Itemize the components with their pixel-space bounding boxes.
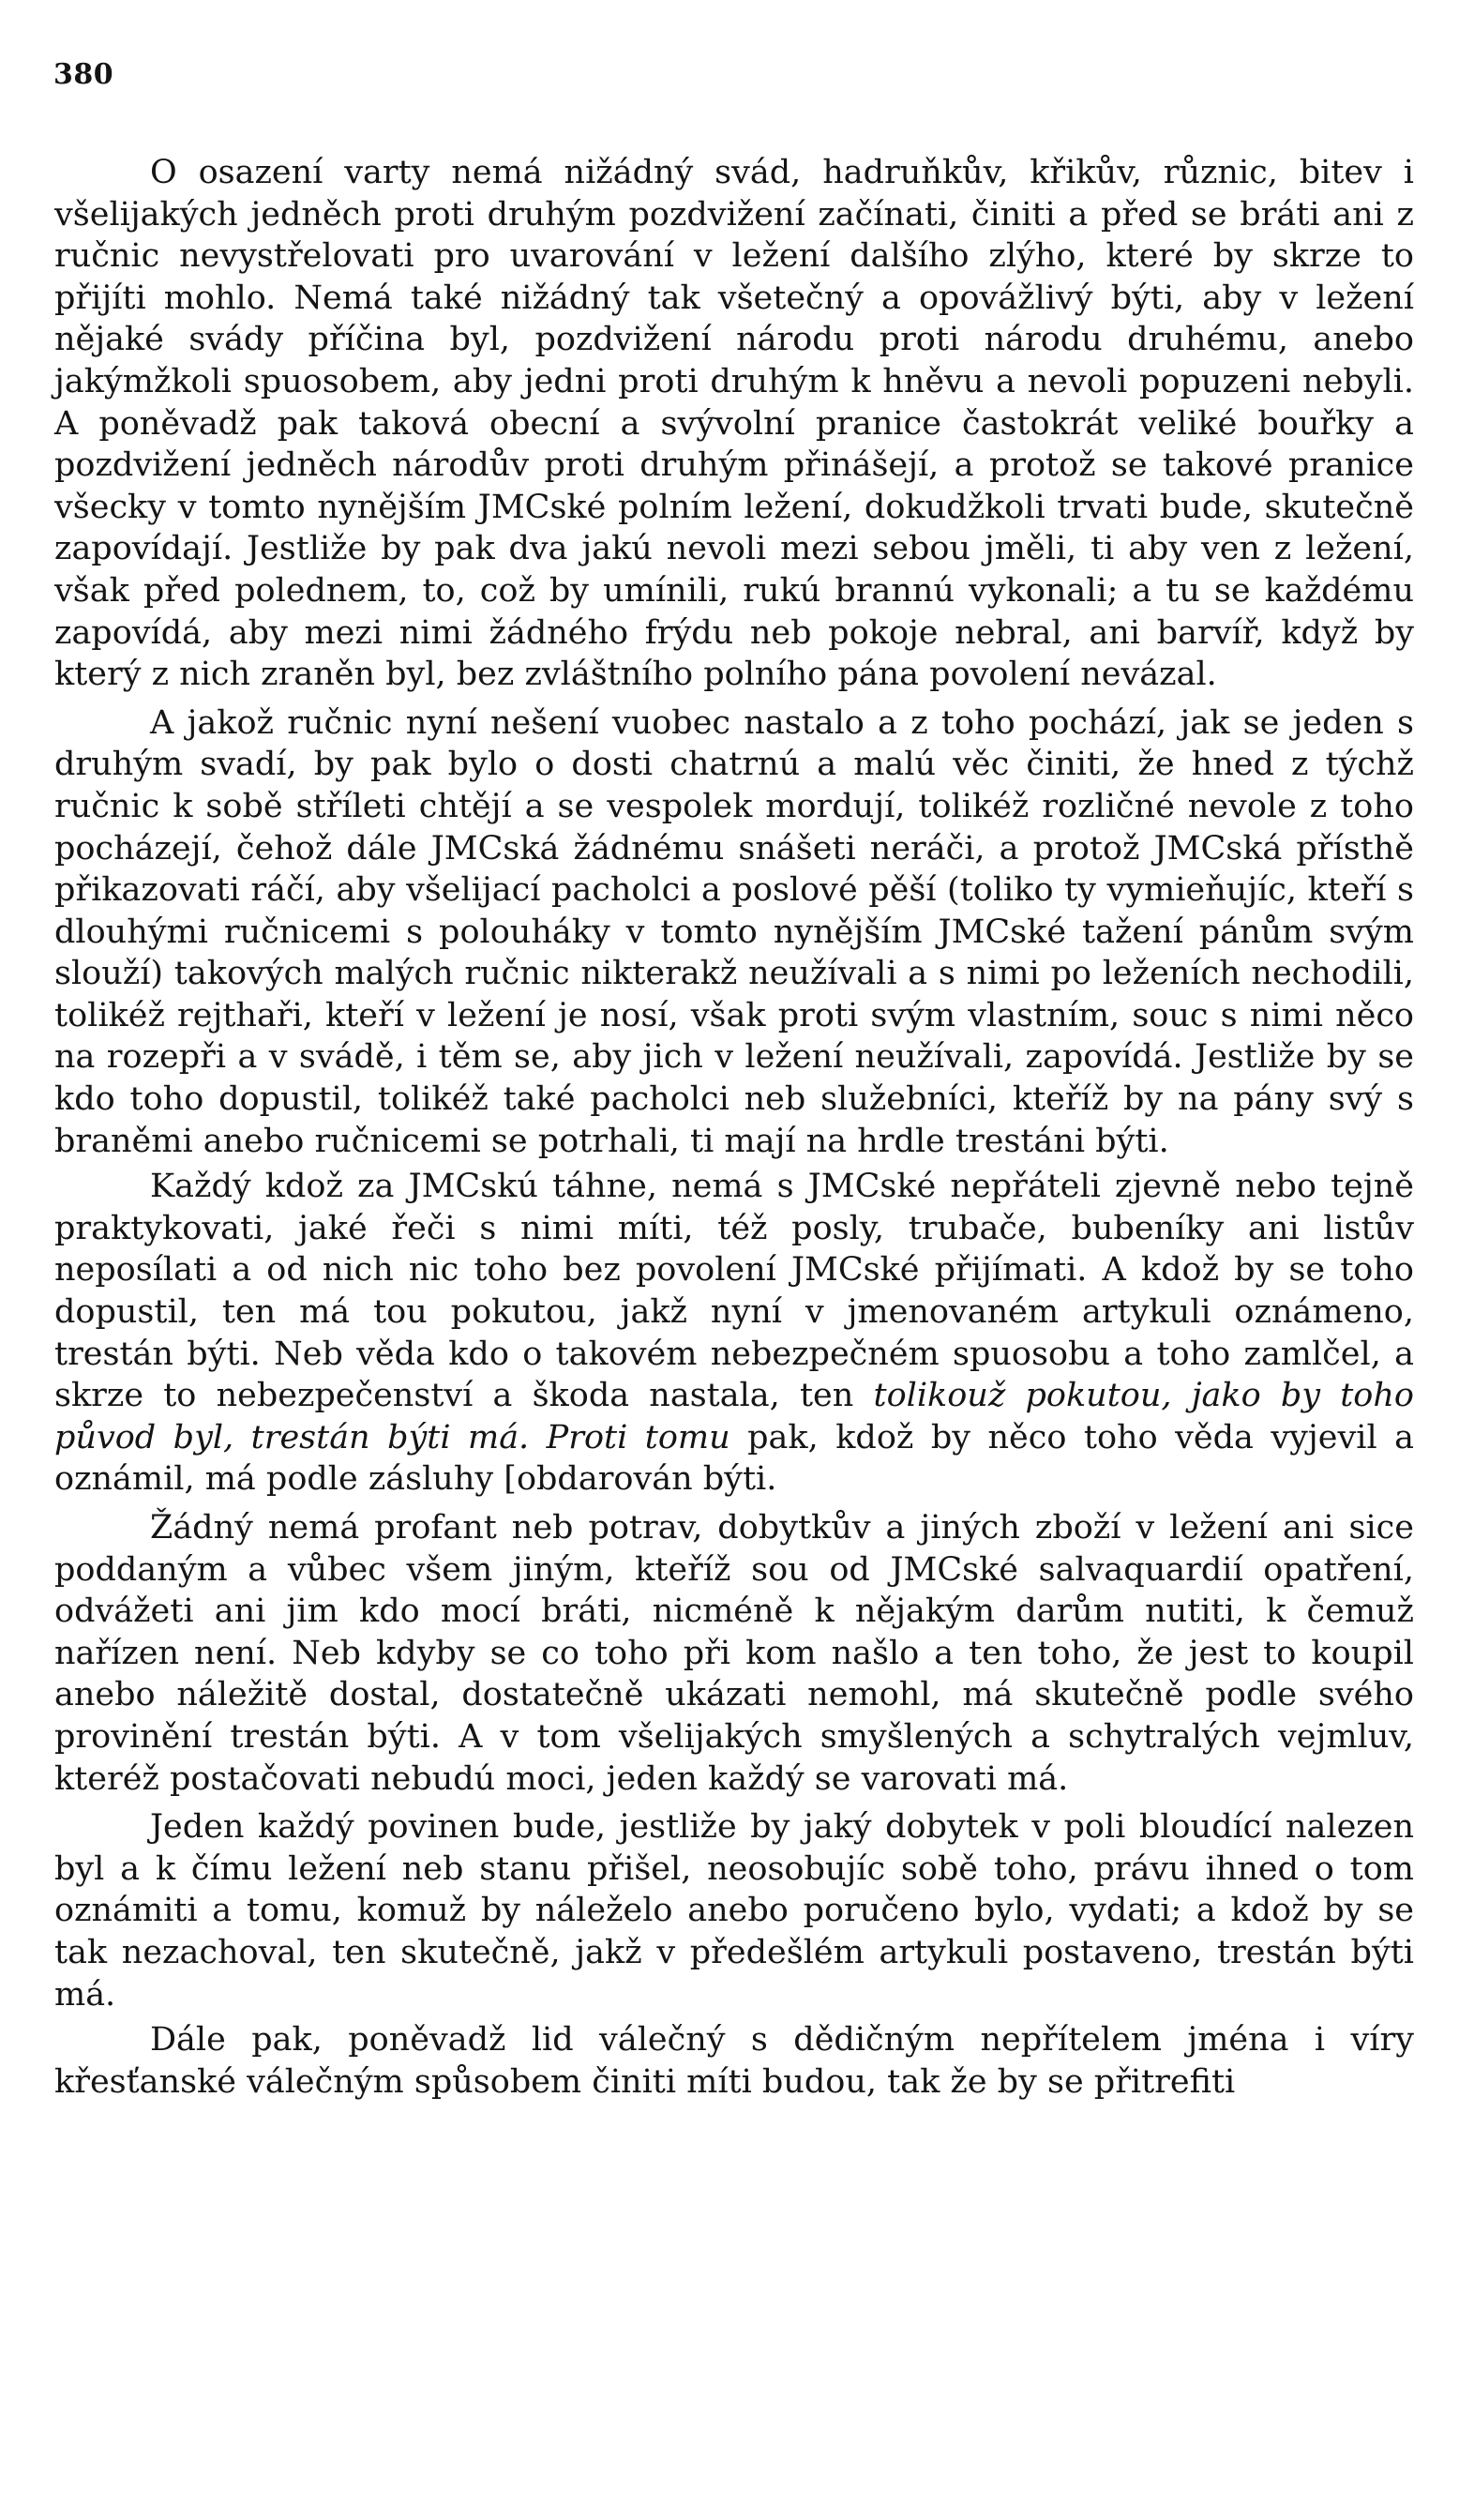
paragraph-3-tail: pak, kdož by něco toho věda vyjevil a oznámil, má podle zásluhy [obdarován býti. — [54, 1418, 1414, 1499]
page-number: 380 — [53, 58, 114, 91]
paragraph-4: Žádný nemá profant neb potrav, dobytkův a jiných zboží v ležení ani sice poddaným a vůbec všem jiným, kteříž sou od JMCské salvaquardií opatření, odvážeti ani jim kdo mocí bráti, nicméně k nějakým darům nutiti, k čemuž nařízen není. Neb kdyby se co toho při kom našlo a ten toho, že jest to koupil anebo náležitě dostal, dostatečně ukázati nemohl, má skutečně podle svého provinění trestán býti. A v tom všelijakých smyšlených a schytralých vejmluv, kteréž postačovati nebudú moci, jeden každý se varovati má. — [54, 1509, 1414, 1798]
paragraph-6: Dále pak, poněvadž lid válečný s dědičným nepřítelem jména i víry křesťanské válečným spůsobem činiti míti budou, tak že by se přitrefiti — [54, 2021, 1414, 2101]
paragraph-3-text: Každý kdož za JMCskú táhne, nemá s JMCské nepřáteli zjevně nebo tejně praktykovati, jaké řeči s nimi míti, též posly, trubače, bubeníky ani listův neposílati a od nich nic toho bez povolení JMCské přijímati. A kdož by se toho dopustil, ten má tou pokutou, jakž nyní v jmenovaném artykuli oznámeno, trestán býti. Neb věda kdo o takovém nebezpečném spuosobu a toho zamlčel, a skrze to nebezpečenství a škoda nastala, ten — [54, 1168, 1414, 1415]
text-body — [54, 152, 1414, 2103]
paragraph-3-italic: tolikouž pokutou, jako by toho původ byl, trestán býti má. Proti tomu — [54, 1377, 1414, 1456]
paragraph-1: O osazení varty nemá nižádný svád, hadruňkův, křikův, různic, bitev i všelijakých jedněch proti druhým pozdvižení začínati, činiti a před se bráti ani z ručnic nevystřelovati pro uvarování v ležení dalšího zlýho, které by skrze to přijíti mohlo. Nemá také nižádný tak všetečný a opovážlivý býti, aby v ležení nějaké svády příčina byl, pozdvižení národu proti národu druhému, anebo jakýmžkoli spuosobem, aby jedni proti druhým k hněvu a nevoli popuzeni nebyli. A poněvadž pak taková obecní a svývolní pranice častokrát veliké bouřky a pozdvižení jedněch národův proti druhým přinášejí, a protož se takové pranice všecky v tomto nynějším JMCské polním ležení, dokudžkoli trvati bude, skutečně zapovídají. Jestliže by pak dva jakú nevoli mezi sebou jměli, ti aby ven z ležení, však před polednem, to, což by umínili, rukú brannú vykonali; a tu se každému zapovídá, aby mezi nimi žádného frýdu neb pokoje nebral, ani barvíř, když by který z nich zraněn byl, bez zvláštního polního pána povolení nevázal. — [54, 154, 1414, 694]
paragraph-3 — [54, 1166, 1414, 1501]
paragraph-2: A jakož ručnic nyní nešení vuobec nastalo a z toho pochází, jak se jeden s druhým svadí, by pak bylo o dosti chatrnú a malú věc činiti, že hned z týchž ručnic k sobě stříleti chtějí a se vespolek mordují, tolikéž rozličné nevole z toho pocházejí, čehož dále JMCská žádnému snášeti neráči, a protož JMCská přísthě přikazovati ráčí, aby všelijací pacholci a poslové pěší (toliko ty vymieňujíc, kteří s dlouhými ručnicemi s polouháky v tomto nynějším JMCské tažení pánům svým slouží) takových malých ručnic nikterakž neužívali a s nimi po leženích nechodili, tolikéž rejthaři, kteří v ležení je nosí, však proti svým vlastním, souc s nimi něco na rozepři a v svádě, i těm se, aby jich v ležení neužívali, zapovídá. Jestliže by se kdo toho dopustil, tolikéž také pacholci neb služebníci, kteříž by na pány svý s braněmi anebo ručnicemi se potrhali, ti mají na hrdle trestáni býti. — [54, 703, 1414, 1160]
paragraph-5: Jeden každý povinen bude, jestliže by jaký dobytek v poli bloudící nalezen byl a k čímu ležení neb stanu přišel, neosobujíc sobě toho, právu ihned o tom oznámiti a tomu, komuž by náleželo anebo poručeno bylo, vydati; a kdož by se tak nezachoval, ten skutečně, jakž v předešlém artykuli postaveno, trestán býti má. — [54, 1808, 1414, 2014]
